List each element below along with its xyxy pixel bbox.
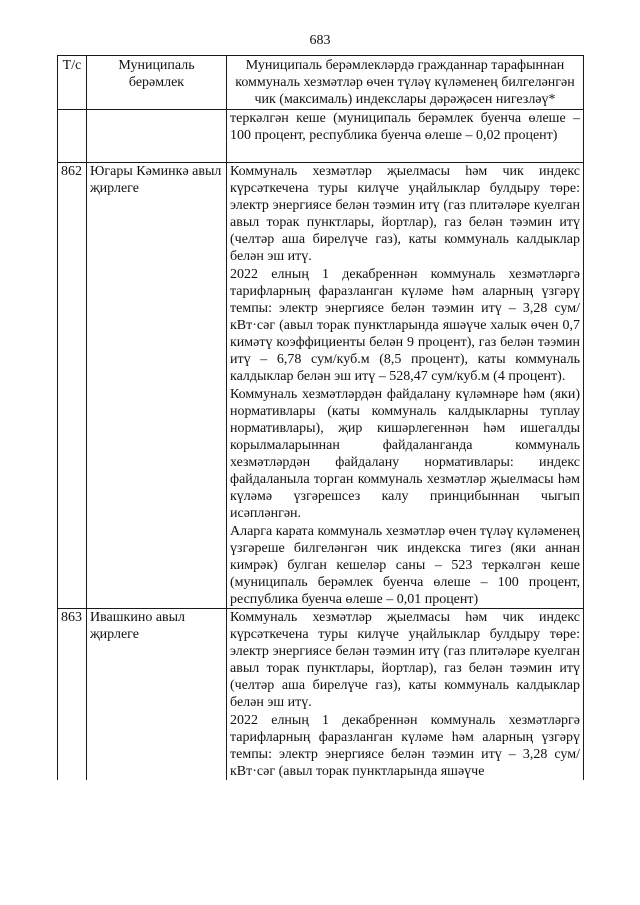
page-number: 683 — [309, 33, 331, 48]
description-paragraph: 2022 елның 1 декабреннән коммуналь хезмәтләргә тарифларның фаразланган күләме һәм аларның үзгәрү темпы: электр энергиясе белән тәэмин итү – 3,28 сум/кВт·сәг (авыл торак пунктларында яшәүче — [230, 713, 580, 779]
table-row — [58, 163, 584, 609]
description-paragraph: Коммуналь хезмәтләрдән файдалану күләмнәре һәм (яки) нормативлары (каты коммуналь калдыкларны туплау нормативлары), җир кишәрлегеннән һәм ишегалды корылмаларыннан файдаланганда коммуналь хезмәтләрдән файдалану нормативлары: индекс файдаланыла торган коммуналь хезмәтләр җыелмасы һәм күләмә үзгәрешсез калу принцибыннан чыгып исәпләнгән. — [230, 387, 580, 521]
row-num: 862 — [58, 163, 87, 609]
data-table — [57, 55, 584, 780]
table-row — [58, 110, 584, 163]
row-municipality: Югары Кәминкә авыл җирлеге — [87, 163, 227, 609]
row-municipality: Ивашкино авыл җирлеге — [87, 609, 227, 781]
table-header-row — [58, 56, 584, 110]
header-index: Муниципаль берәмлекләрдә гражданнар тарафыннан коммуналь хезмәтләр өчен түләү күләменең билгеләнгән чик (максималь) индекслары дәрәҗәсен нигезләү* — [227, 56, 584, 110]
row-municipality — [87, 110, 227, 163]
description-paragraph: Аларга карата коммуналь хезмәтләр өчен түләү күләменең үзгәреше билгеләнгән чик индекска тигез (яки аннан кимрәк) булган кешеләр саны – 523 теркәлгән кеше (муниципаль берәмлек буенча өлеше – 100 процент, республика буенча өлеше – 0,01 процент) — [230, 524, 580, 607]
table-row — [58, 609, 584, 781]
description-paragraph: теркәлгән кеше (муниципаль берәмлек буенча өлеше – 100 процент, республика буенча өлеше – 0,02 процент) — [230, 111, 580, 143]
row-description — [227, 163, 584, 609]
row-description — [227, 110, 584, 163]
header-municipality: Муниципаль берәмлек — [87, 56, 227, 110]
description-paragraph: Коммуналь хезмәтләр җыелмасы һәм чик индекс күрсәткечена туры килүче уңайлыклар булдыру төре: электр энергиясе белән тәэмин итү (газ плитәләре куелган авыл торак пунктлары, йортлар), газ белән тәэмин итү (челтәр аша бирелүче газ), каты коммуналь калдыклар белән эш итү. — [230, 610, 580, 710]
description-paragraph: 2022 елның 1 декабреннән коммуналь хезмәтләргә тарифларның фаразланган күләме һәм аларның үзгәрү темпы: электр энергиясе белән тәэмин итү – 3,28 сум/кВт·сәг (авыл торак пунктларында яшәүче халык өчен 0,7 кимәтү коэффициенты белән 9 процент), газ белән тәэмин итү – 6,78 сум/куб.м (8,5 процент), каты коммуналь калдыклар белән эш итү – 528,47 сум/куб.м (4 процент). — [230, 267, 580, 384]
row-num: 863 — [58, 609, 87, 781]
header-num: Т/с — [58, 56, 87, 110]
row-description — [227, 609, 584, 781]
row-num — [58, 110, 87, 163]
description-paragraph: Коммуналь хезмәтләр җыелмасы һәм чик индекс күрсәткечена туры килүче уңайлыклар булдыру төре: электр энергиясе белән тәэмин итү (газ плитәләре куелган авыл торак пунктлары, йортлар), газ белән тәэмин итү (челтәр аша бирелүче газ), каты коммуналь калдыклар белән эш итү. — [230, 164, 580, 264]
